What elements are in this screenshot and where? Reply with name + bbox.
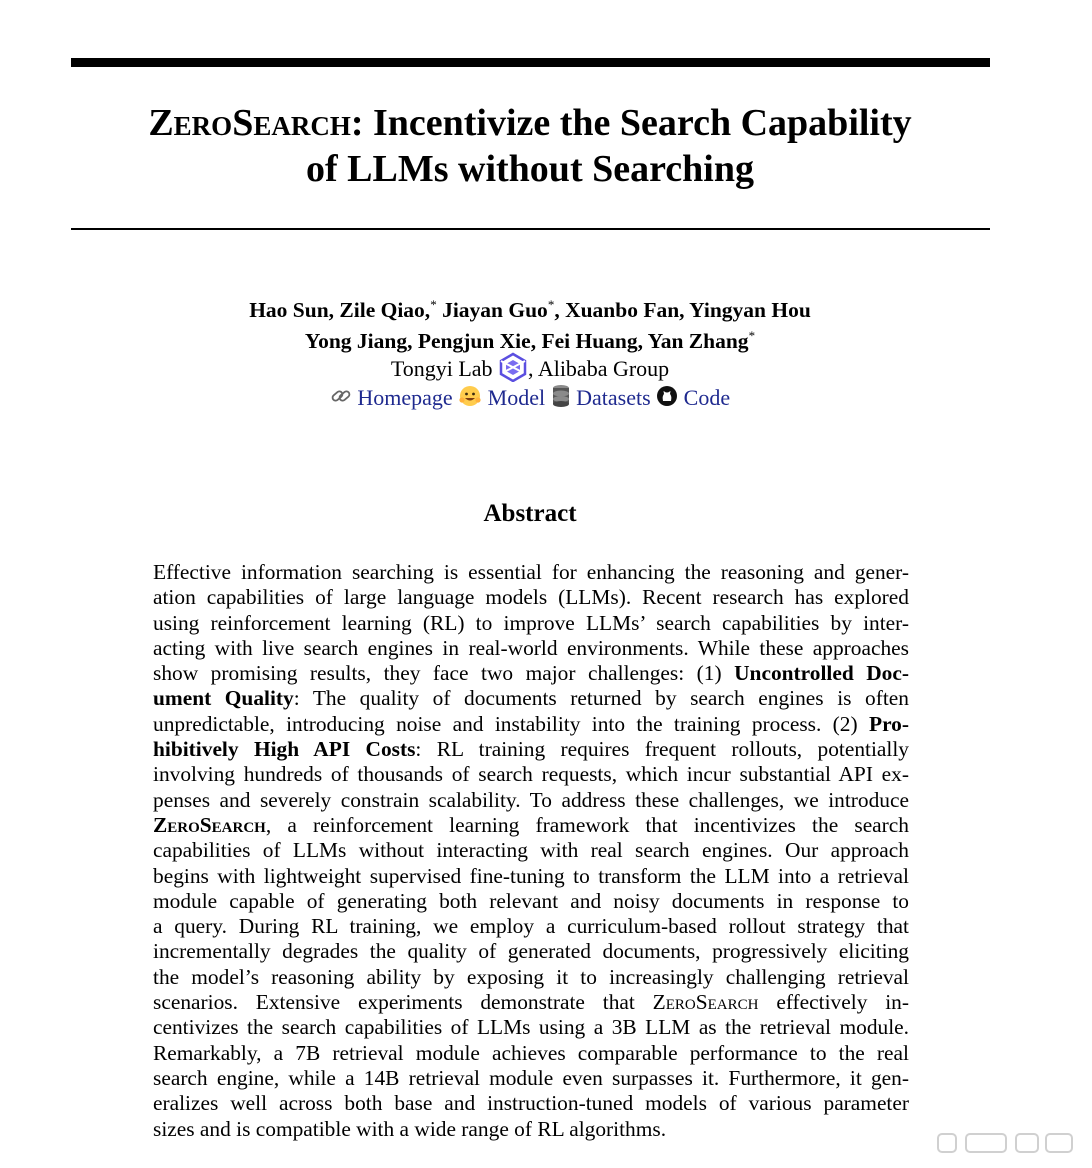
abstract-line: centivizes the search capabilities of LLMs using a 3B LLM as the retrieval module. (153, 1015, 909, 1040)
abstract-line (153, 661, 909, 686)
abstract-body (153, 560, 909, 1142)
bold-term: ument Quality (153, 686, 294, 711)
method-name: ZeroSearch (652, 990, 759, 1015)
bold-term: Pro- (869, 711, 909, 736)
text-run: effectively in- (758, 990, 909, 1015)
authors-1b: Jiayan Guo (436, 298, 548, 323)
authors-1a: Hao Sun, Zile Qiao, (249, 298, 431, 323)
text-run: unpredictable, introducing noise and instability into the training process. (2) (153, 711, 869, 736)
author-line-2 (0, 323, 1060, 354)
authors-2a: Yong Jiang, Pengjun Xie, Fei Huang, Yan Zhang (304, 329, 749, 354)
database-icon (551, 384, 571, 416)
group-name: , Alibaba Group (528, 356, 670, 382)
abstract-line: Effective information searching is essential for enhancing the reasoning and gener- (153, 560, 909, 584)
homepage-link[interactable]: Homepage (357, 385, 453, 410)
datasets-link[interactable]: Datasets (576, 385, 651, 410)
text-run: : The quality of documents returned by search engines is often (293, 686, 909, 711)
abstract-heading: Abstract (483, 500, 577, 527)
model-link[interactable]: Model (487, 385, 546, 410)
bold-term: Uncontrolled Doc- (734, 661, 909, 686)
abstract-line: a query. During RL training, we employ a curriculum-based rollout strategy that (153, 914, 909, 939)
abstract-line: capabilities of LLMs without interacting with real search engines. Our approach (153, 838, 909, 863)
corresponding-mark: * (430, 297, 437, 312)
bold-term: hibitively High API Costs (153, 737, 416, 762)
resource-links (0, 383, 1060, 416)
title-line-1 (0, 100, 1060, 146)
github-icon (656, 385, 678, 415)
abstract-line: involving hundreds of thousands of search requests, which incur substantial API ex- (153, 762, 909, 787)
corresponding-mark: * (748, 328, 756, 344)
bottom-rule (71, 228, 990, 230)
text-run: scenarios. Extensive experiments demonstrate that (153, 990, 653, 1015)
title-zero: Zero (148, 102, 233, 144)
abstract-line: incrementally degrades the quality of generated documents, progressively eliciting (153, 939, 909, 964)
text-run: : RL training requires frequent rollouts, potentially (415, 737, 909, 762)
method-name: ZeroSearch (153, 812, 266, 837)
authors-1c: , Xuanbo Fan, Yingyan Hou (554, 298, 811, 323)
hugging-face-icon (458, 384, 482, 416)
abstract-line (153, 686, 909, 711)
abstract-line: eralizes well across both base and instruction-tuned models of various parameter (153, 1091, 909, 1116)
abstract-line: sizes and is compatible with a wide range of RL algorithms. (153, 1116, 667, 1141)
abstract-line: module capable of generating both relevant and noisy documents in response to (153, 888, 909, 913)
title-search: Search (232, 102, 351, 144)
abstract-line (153, 813, 909, 838)
top-rule (71, 58, 990, 67)
abstract-line: acting with live search engines in real-world environments. While these approaches (153, 635, 909, 660)
lab-name: Tongyi Lab (390, 356, 493, 382)
abstract-line: the model’s reasoning ability by exposing it to increasingly challenging retrieval (153, 964, 909, 989)
abstract-line: begins with lightweight supervised fine-tuning to transform the LLM into a retrieval (153, 863, 909, 888)
author-list (0, 292, 1060, 354)
text-run: show promising results, they face two major challenges: (1) (153, 661, 735, 686)
corresponding-mark: * (547, 297, 555, 312)
link-icon (330, 385, 352, 415)
abstract-line (153, 990, 909, 1015)
watermark-icon (936, 1130, 1076, 1161)
code-link[interactable]: Code (683, 385, 731, 410)
abstract-line: search engine, while a 14B retrieval module even surpasses it. Furthermore, it gen- (153, 1065, 909, 1090)
abstract-line: penses and severely constrain scalability. To address these challenges, we introduce (153, 787, 909, 812)
abstract-line: Remarkably, a 7B retrieval module achieves comparable performance to the real (153, 1040, 909, 1065)
text-run: , a reinforcement learning framework that incentivizes the search (265, 812, 909, 837)
author-line-1 (0, 292, 1060, 323)
title-line-2: of LLMs without Searching (306, 148, 754, 190)
abstract-line: ation capabilities of large language models (LLMs). Recent research has explored (153, 585, 909, 610)
abstract-line (153, 737, 909, 762)
abstract-line: using reinforcement learning (RL) to improve LLMs’ search capabilities by inter- (153, 610, 909, 635)
title-rest: : Incentivize the Search Capability (350, 102, 912, 144)
abstract-line (153, 712, 909, 737)
paper-title (0, 100, 1060, 192)
